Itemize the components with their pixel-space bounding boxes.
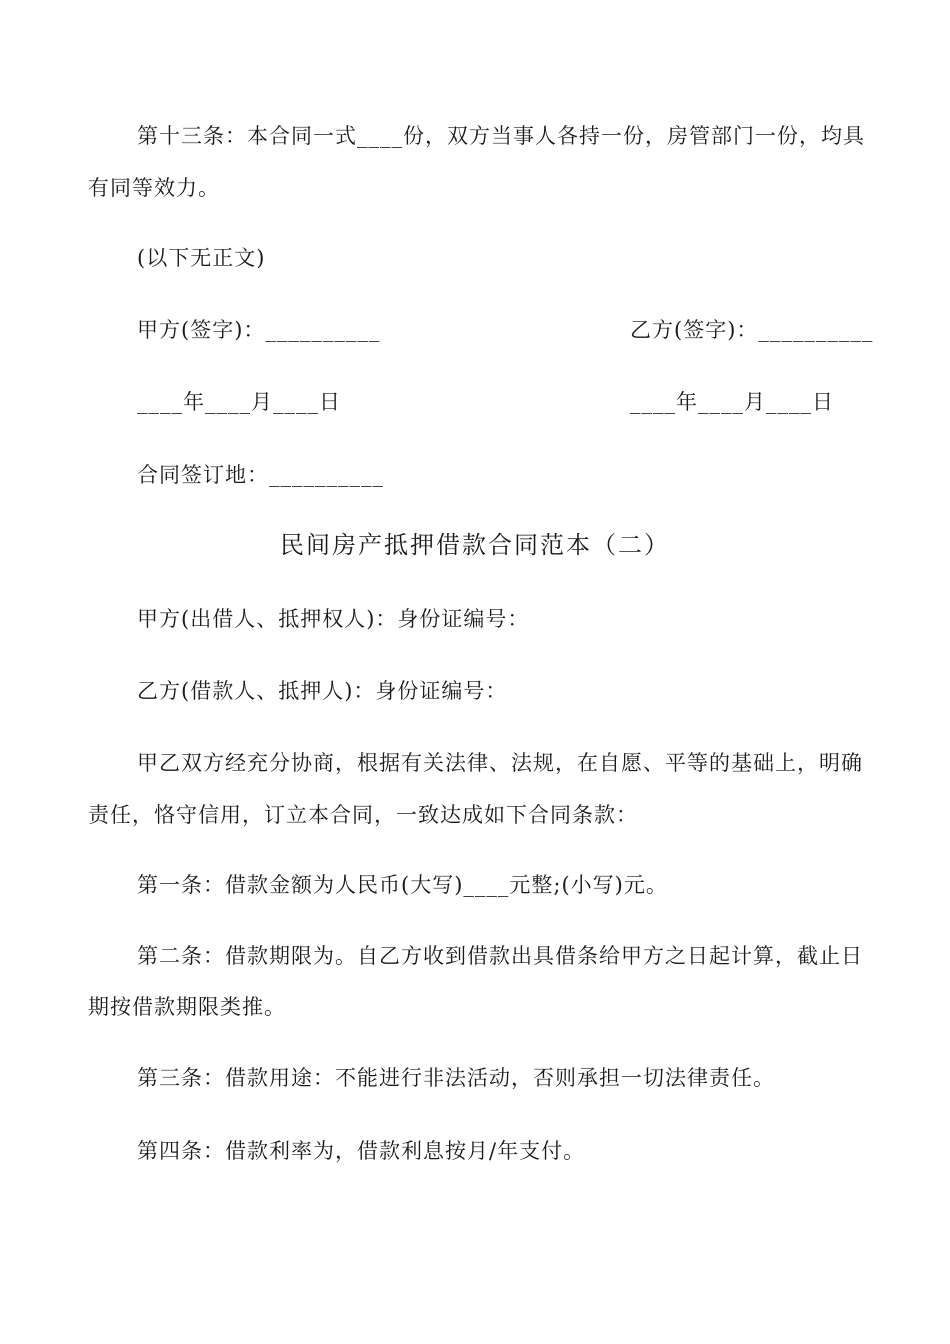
preamble-line-1: 甲乙双方经充分协商，根据有关法律、法规，在自愿、平等的基础上，明确 — [137, 751, 863, 775]
signing-place: 合同签订地：__________ — [137, 463, 384, 487]
clause-2-line-1: 第二条：借款期限为。自乙方收到借款出具借条给甲方之日起计算，截止日 — [137, 944, 863, 968]
clause-1: 第一条：借款金额为人民币(大写)____元整;(小写)元。 — [137, 873, 668, 897]
section-title: 民间房产抵押借款合同范本（二） — [280, 531, 670, 559]
no-text-below: (以下无正文) — [137, 246, 266, 270]
party-a-info: 甲方(出借人、抵押权人)：身份证编号： — [137, 607, 530, 631]
clause-13-line-1: 第十三条：本合同一式____份，双方当事人各持一份，房管部门一份，均具 — [137, 124, 865, 148]
clause-2-line-2: 期按借款期限类推。 — [88, 995, 286, 1019]
party-b-signature: 乙方(签字)：__________ — [630, 318, 874, 342]
date-right: ____年____月____日 — [630, 390, 834, 414]
date-left: ____年____月____日 — [137, 390, 341, 414]
party-a-signature: 甲方(签字)：__________ — [137, 318, 381, 342]
clause-4: 第四条：借款利率为，借款利息按月/年支付。 — [137, 1139, 586, 1163]
preamble-line-2: 责任，恪守信用，订立本合同，一致达成如下合同条款： — [88, 803, 638, 827]
clause-13-line-2: 有同等效力。 — [88, 176, 220, 200]
party-b-info: 乙方(借款人、抵押人)：身份证编号： — [137, 679, 508, 703]
clause-3: 第三条：借款用途：不能进行非法活动，否则承担一切法律责任。 — [137, 1066, 775, 1090]
